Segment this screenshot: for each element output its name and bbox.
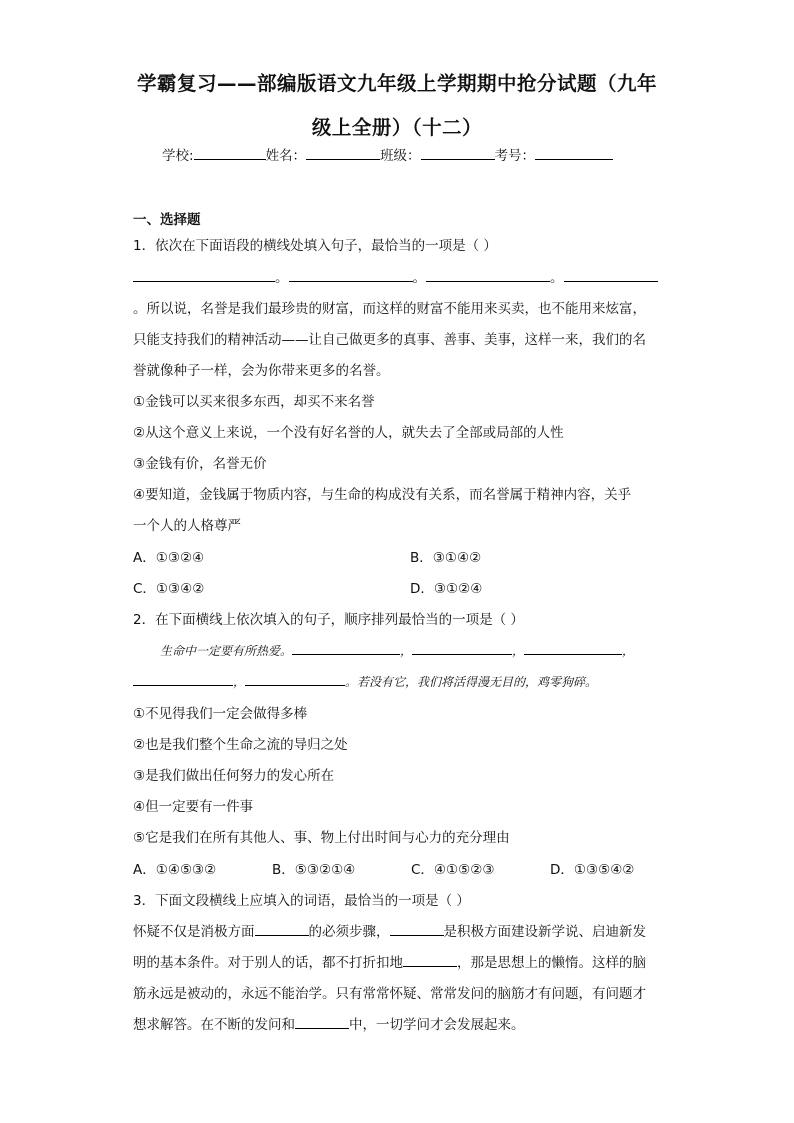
exam-number-label: 考号：	[494, 148, 536, 164]
name-field[interactable]	[306, 147, 380, 160]
handwritten-text: 。若没有它，我们将活得漫无目的，鸡零狗碎。	[345, 675, 598, 689]
text: ，那是思想上的懒惰。这样的脑	[457, 955, 646, 971]
text: 是积极方面建设新学说、启迪新发	[443, 924, 646, 940]
exam-number-field[interactable]	[535, 147, 613, 160]
option-c[interactable]: C．④①⑤②③	[411, 862, 495, 878]
question-3-paragraph: 筋永远是被动的，永远不能治学。只有常常怀疑、常常发问的脑筋才有问题，有问题才	[133, 986, 646, 1002]
question-2-stem: 2．在下面横线上依次填入的句子，顺序排列最恰当的一项是（ ）	[133, 612, 524, 628]
class-field[interactable]	[421, 147, 495, 160]
comma: ，	[233, 675, 246, 689]
separator: 。	[412, 270, 426, 286]
blank[interactable]	[426, 267, 550, 282]
blank[interactable]	[403, 952, 457, 967]
student-info-row	[162, 144, 613, 164]
question-3-paragraph	[133, 920, 646, 940]
text: 想求解答。在不断的发问和	[133, 1017, 295, 1033]
question-3-paragraph	[133, 951, 646, 971]
blank[interactable]	[564, 267, 658, 282]
text: 中，一切学问才会发展起来。	[349, 1017, 525, 1033]
separator: 。	[275, 270, 289, 286]
separator: 。	[550, 270, 564, 286]
option-b[interactable]: B．⑤③②①④	[272, 862, 356, 878]
option-b[interactable]: B．③①④②	[410, 550, 482, 566]
name-label: 姓名：	[265, 148, 307, 164]
option-a[interactable]: A．①④⑤③②	[133, 862, 217, 878]
blank[interactable]	[292, 640, 400, 655]
blank[interactable]	[255, 921, 309, 936]
blank[interactable]	[289, 267, 413, 282]
option-d[interactable]: D．③①②④	[410, 581, 483, 597]
blank[interactable]	[133, 267, 275, 282]
list-item: ③是我们做出任何努力的发心所在	[133, 768, 335, 784]
text: 明的基本条件。对于别人的话，都不打折扣地	[133, 955, 403, 971]
school-field[interactable]	[194, 147, 266, 160]
text: 怀疑不仅是消极方面	[133, 924, 255, 940]
blank[interactable]	[412, 640, 512, 655]
page-title: 学霸复习——部编版语文九年级上学期期中抢分试题（九年	[136, 72, 657, 95]
handwritten-text: 生命中一定要有所热爱。	[160, 644, 293, 658]
list-item: ②也是我们整个生命之流的导归之处	[133, 737, 348, 753]
option-c[interactable]: C．①③④②	[133, 581, 205, 597]
question-3-paragraph	[133, 1013, 525, 1033]
comma: ，	[622, 644, 635, 658]
list-item: ④但一定要有一件事	[133, 799, 254, 815]
question-2-passage-line1	[160, 640, 634, 659]
option-a[interactable]: A．①③②④	[133, 550, 205, 566]
blank[interactable]	[133, 671, 233, 686]
blank[interactable]	[295, 1014, 349, 1029]
question-1-paragraph: 只能支持我们的精神活动——让自己做更多的真事、善事、美事，这样一来，我们的名	[133, 332, 646, 348]
blank[interactable]	[390, 921, 444, 936]
page-title-line2: 级上全册）（十二）	[311, 116, 483, 139]
blank[interactable]	[245, 671, 345, 686]
list-item: ④要知道，金钱属于物质内容，与生命的构成没有关系，而名誉属于精神内容，关乎	[133, 487, 632, 503]
question-1-stem: 1．依次在下面语段的横线处填入句子，最恰当的一项是（ ）	[133, 238, 497, 254]
question-1-paragraph: 誉就像种子一样，会为你带来更多的名誉。	[133, 363, 390, 379]
blank[interactable]	[524, 640, 622, 655]
comma: ，	[400, 644, 413, 658]
option-d[interactable]: D．①③⑤④②	[550, 862, 635, 878]
list-item: ⑤它是我们在所有其他人、事、物上付出时间与心力的充分理由	[133, 830, 510, 846]
list-item: ①金钱可以买来很多东西，却买不来名誉	[133, 394, 375, 410]
list-item: 一个人的人格尊严	[133, 518, 241, 534]
question-1-blanks	[133, 266, 658, 286]
comma: ，	[512, 644, 525, 658]
list-item: ③金钱有价，名誉无价	[133, 456, 267, 472]
question-2-passage-line2	[133, 671, 597, 690]
list-item: ②从这个意义上来说，一个没有好名誉的人，就失去了全部或局部的人性	[133, 425, 564, 441]
section-heading: 一、选择题	[133, 212, 201, 228]
question-1-paragraph: 。所以说，名誉是我们最珍贵的财富，而这样的财富不能用来买卖，也不能用来炫富，	[133, 301, 646, 317]
list-item: ①不见得我们一定会做得多棒	[133, 706, 308, 722]
question-3-stem: 3．下面文段横线上应填入的词语，最恰当的一项是（ ）	[133, 893, 470, 909]
school-label: 学校:	[162, 148, 194, 164]
class-label: 班级：	[380, 148, 421, 164]
text: 的必须步骤，	[308, 924, 390, 940]
